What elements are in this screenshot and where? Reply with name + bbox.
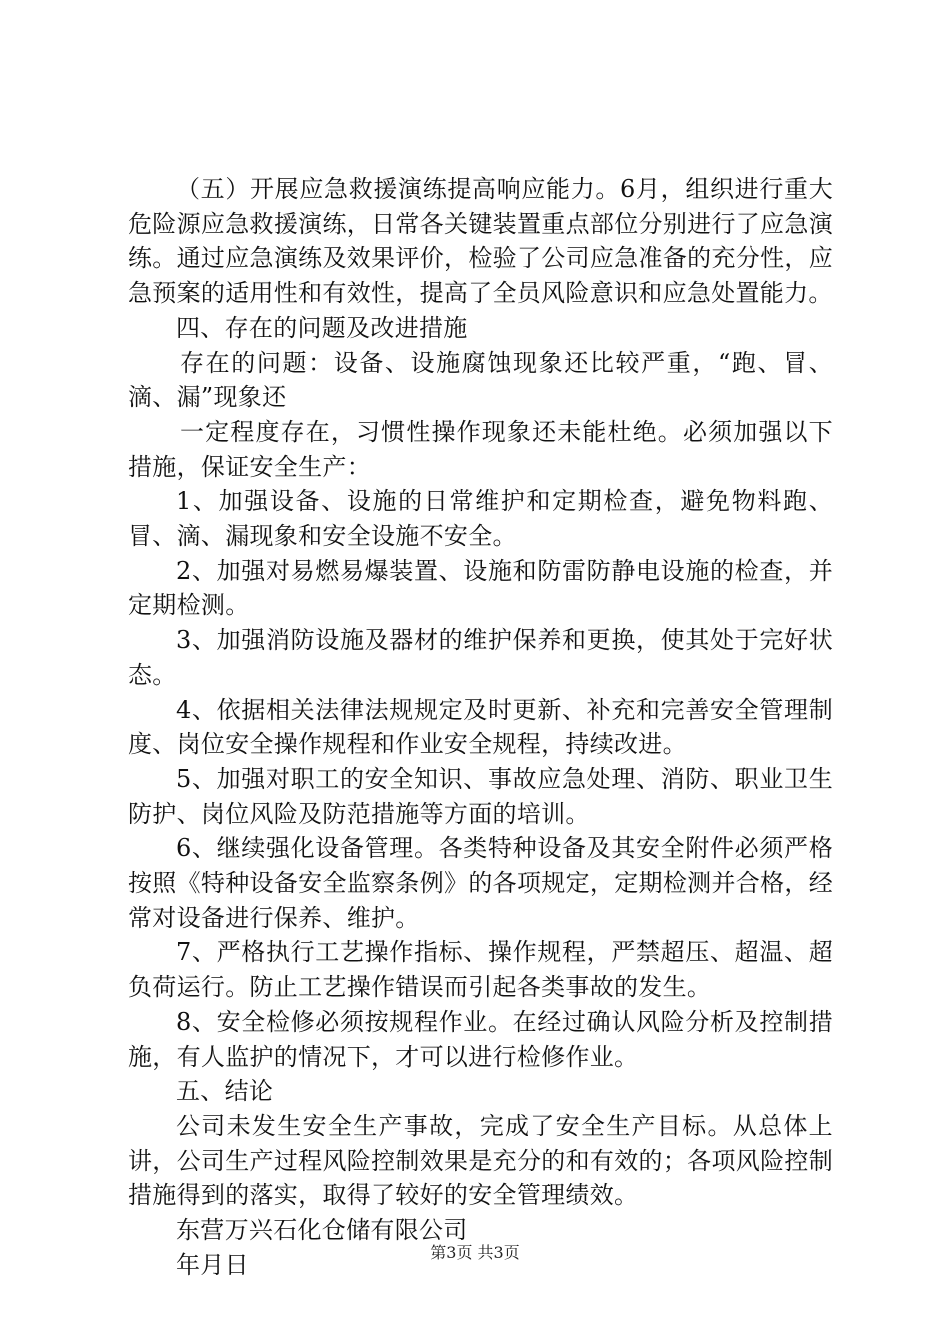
paragraph-existing-problems: 存在的问题：设备、设施腐蚀现象还比较严重，“跑、冒、滴、漏”现象还 [128,348,833,412]
company-signature: 东营万兴石化仓储有限公司 [176,1216,468,1245]
date-line: 年月日 [176,1250,249,1279]
paragraph-measures-intro: 一定程度存在，习惯性操作现象还未能杜绝。必须加强以下措施，保证安全生产： [128,417,833,481]
document-body [128,172,833,1283]
measure-item-6: 6、继续强化设备管理。各类特种设备及其安全附件必须严格按照《特种设备安全监察条例》的各项规定，定期检测并合格，经常对设备进行保养、维护。 [128,834,833,932]
heading-conclusion: 五、结论 [176,1077,274,1106]
page-number-footer: 第3页 共3页 [430,1243,520,1262]
heading-problems-and-improvements: 四、存在的问题及改进措施 [176,313,468,342]
measure-item-1: 1、加强设备、设施的日常维护和定期检查，避免物料跑、冒、滴、漏现象和安全设施不安全。 [128,487,833,551]
paragraph-emergency-drill: （五）开展应急救援演练提高响应能力。6月，组织进行重大危险源应急救援演练，日常各关键装置重点部位分别进行了应急演练。通过应急演练及效果评价，检验了公司应急准备的充分性，应急预案的适用性和有效性，提高了全员风险意识和应急处置能力。 [128,175,833,308]
measure-item-4: 4、依据相关法律法规规定及时更新、补充和完善安全管理制度、岗位安全操作规程和作业安全规程，持续改进。 [128,695,833,759]
measure-item-5: 5、加强对职工的安全知识、事故应急处理、消防、职业卫生防护、岗位风险及防范措施等方面的培训。 [128,764,833,828]
measure-item-7: 7、严格执行工艺操作指标、操作规程，严禁超压、超温、超负荷运行。防止工艺操作错误而引起各类事故的发生。 [128,938,833,1002]
measure-item-2: 2、加强对易燃易爆装置、设施和防雷防静电设施的检查，并定期检测。 [128,556,833,620]
measure-item-8: 8、安全检修必须按规程作业。在经过确认风险分析及控制措施，有人监护的情况下，才可以进行检修作业。 [128,1007,833,1071]
paragraph-conclusion: 公司未发生安全生产事故，完成了安全生产目标。从总体上讲，公司生产过程风险控制效果是充分的和有效的；各项风险控制措施得到的落实，取得了较好的安全管理绩效。 [128,1111,833,1210]
measure-item-3: 3、加强消防设施及器材的维护保养和更换，使其处于完好状态。 [128,626,833,689]
